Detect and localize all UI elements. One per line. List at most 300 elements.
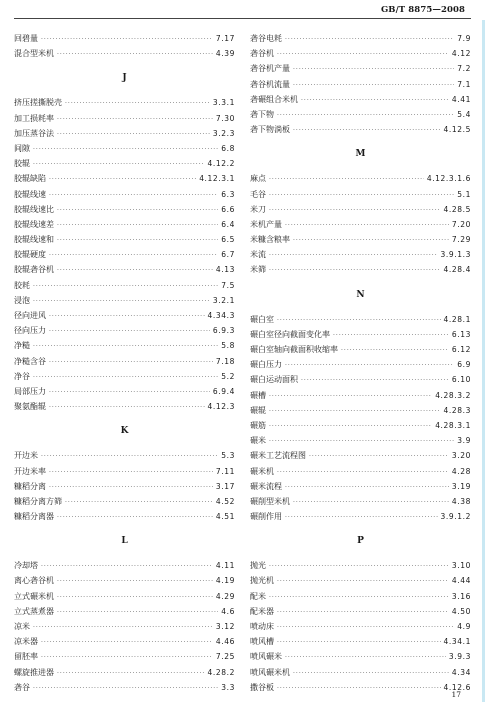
dot-leader (49, 479, 213, 494)
dot-leader (285, 649, 446, 664)
clause-reference: 4.12.6 (443, 682, 471, 692)
index-term: 碾削型米机 (250, 496, 290, 506)
index-entry (14, 509, 235, 524)
page-number: 17 (451, 690, 461, 699)
dot-leader (269, 558, 449, 573)
dot-leader (269, 388, 432, 403)
dot-leader (309, 448, 449, 463)
index-section (14, 530, 235, 695)
index-entry (250, 202, 471, 217)
clause-reference: 6.9 (457, 360, 471, 370)
index-term: 浸泡 (14, 295, 30, 305)
dot-leader (269, 171, 424, 186)
clause-reference: 4.28.2 (207, 667, 235, 677)
header-rule (14, 18, 471, 19)
index-entry (14, 46, 235, 61)
index-term: 米机产量 (250, 219, 282, 229)
index-entry (250, 327, 471, 342)
index-term: 砻下物淌板 (250, 125, 290, 135)
clause-reference: 4.41 (451, 94, 471, 104)
clause-reference: 7.20 (451, 219, 471, 229)
index-entry (14, 384, 235, 399)
index-entry (250, 217, 471, 232)
index-term: 凉米器 (14, 637, 38, 647)
clause-reference: 4.44 (451, 576, 471, 586)
index-entry (250, 494, 471, 509)
index-section (14, 67, 235, 414)
dot-leader (57, 604, 218, 619)
index-entry (250, 573, 471, 588)
clause-reference: 6.5 (221, 235, 235, 245)
index-term: 胶辊线速比 (14, 204, 54, 214)
dot-leader (49, 464, 213, 479)
index-entry (14, 247, 235, 262)
clause-reference: 3.20 (451, 451, 471, 461)
clause-reference: 3.2.3 (212, 128, 235, 138)
clause-reference: 3.2.1 (212, 295, 235, 305)
dot-leader (57, 202, 218, 217)
index-term: 麻点 (250, 174, 266, 184)
index-section (14, 420, 235, 524)
dot-leader (269, 418, 432, 433)
index-term: 回碧量 (14, 34, 38, 43)
index-entry (250, 92, 471, 107)
clause-reference: 6.9.3 (212, 326, 235, 336)
index-entry (14, 573, 235, 588)
clause-reference: 3.3 (221, 682, 235, 692)
index-term: 砻下物 (250, 109, 274, 119)
index-term: 局部压力 (14, 386, 46, 396)
index-entry (250, 433, 471, 448)
clause-reference: 4.12.3.1.6 (426, 174, 471, 184)
dot-leader (341, 342, 449, 357)
index-column-left (14, 31, 235, 695)
dot-leader (57, 509, 213, 524)
clause-reference: 3.19 (451, 481, 471, 491)
index-term: 加工损耗率 (14, 113, 54, 123)
dot-leader (41, 31, 213, 46)
index-column-right (250, 31, 471, 695)
index-entry (14, 202, 235, 217)
index-term: 配米器 (250, 606, 274, 616)
index-entry (250, 649, 471, 664)
clause-reference: 3.16 (451, 591, 471, 601)
clause-reference: 4.51 (215, 512, 235, 522)
section-letter: J (122, 73, 127, 84)
index-term: 碾筋 (250, 420, 266, 430)
index-entry (250, 418, 471, 433)
clause-reference: 4.19 (215, 576, 235, 586)
index-entry (250, 403, 471, 418)
index-term: 净谷 (14, 371, 30, 381)
dot-leader (269, 247, 438, 262)
dot-leader (33, 278, 218, 293)
dot-leader (49, 354, 213, 369)
index-entry (14, 278, 235, 293)
clause-reference: 4.52 (215, 496, 235, 506)
dot-leader (269, 403, 441, 418)
index-entry (250, 448, 471, 463)
dot-leader (301, 372, 449, 387)
index-entry (14, 156, 235, 171)
index-entry (250, 171, 471, 186)
index-term: 碾米工艺流程图 (250, 451, 306, 461)
clause-reference: 4.46 (215, 637, 235, 647)
dot-leader (293, 232, 449, 247)
index-term: 立式碾米机 (14, 591, 54, 601)
dot-leader (41, 649, 213, 664)
index-term: 米流 (250, 250, 266, 260)
dot-leader (277, 619, 454, 634)
index-term: 凉米 (14, 622, 30, 631)
index-entry (14, 649, 235, 664)
index-entry (14, 589, 235, 604)
clause-reference: 5.8 (221, 341, 235, 351)
index-entry (14, 338, 235, 353)
dot-leader (57, 111, 213, 126)
clause-reference: 4.12.5 (443, 125, 471, 135)
dot-leader (269, 433, 454, 448)
clause-reference: 4.28.3 (443, 405, 471, 415)
index-term: 撒谷板 (250, 682, 274, 692)
index-term: 加压蒸谷法 (14, 128, 54, 138)
index-entry (14, 95, 235, 110)
index-entry (14, 448, 235, 463)
index-term: 碾槽 (250, 390, 266, 400)
dot-leader (293, 122, 441, 137)
section-letter: N (356, 289, 365, 300)
clause-reference: 4.11 (215, 561, 235, 571)
dot-leader (65, 95, 210, 110)
index-entry (250, 619, 471, 634)
clause-reference: 7.29 (451, 235, 471, 245)
clause-reference: 3.9.3 (448, 652, 471, 662)
clause-reference: 5.1 (457, 189, 471, 199)
clause-reference: 5.3 (221, 451, 235, 461)
index-term: 喷动床 (250, 622, 274, 631)
dot-leader (33, 619, 213, 634)
index-entry (250, 558, 471, 573)
dot-leader (269, 262, 441, 277)
clause-reference: 6.12 (451, 345, 471, 354)
section-letter: K (120, 426, 129, 437)
clause-reference: 6.13 (451, 329, 471, 339)
dot-leader (41, 634, 213, 649)
index-entry (14, 464, 235, 479)
index-term: 配米 (250, 591, 266, 601)
index-term: 碾白运动面积 (250, 375, 298, 385)
dot-leader (57, 589, 213, 604)
dot-leader (33, 141, 218, 156)
index-entry (250, 634, 471, 649)
clause-reference: 4.13 (215, 265, 235, 275)
dot-leader (33, 156, 205, 171)
dot-leader (277, 573, 449, 588)
dot-leader (57, 232, 218, 247)
clause-reference: 4.28 (451, 466, 471, 476)
section-letter: L (121, 536, 128, 547)
index-term: 砻谷机 (250, 49, 274, 59)
index-entry (14, 369, 235, 384)
clause-reference: 7.25 (215, 652, 235, 662)
index-entry (250, 46, 471, 61)
index-entry (250, 372, 471, 387)
dot-leader (49, 399, 205, 414)
clause-reference: 3.3.1 (212, 98, 235, 108)
index-term: 碾白压力 (250, 360, 282, 370)
clause-reference: 4.12.3.1 (199, 174, 235, 184)
clause-reference: 3.9.1.2 (440, 512, 471, 522)
index-term: 砻碾组合米机 (250, 94, 298, 104)
section-letter: P (357, 536, 364, 547)
index-entry (14, 619, 235, 634)
index-entry (14, 399, 235, 414)
clause-reference: 7.9 (457, 34, 471, 43)
index-term: 砻谷机流量 (250, 79, 290, 89)
index-entry (14, 680, 235, 695)
index-term: 螺旋推进器 (14, 667, 54, 677)
index-term: 碾米 (250, 436, 266, 446)
index-section (250, 284, 471, 525)
index-entry (14, 308, 235, 323)
clause-reference: 6.10 (451, 375, 471, 385)
index-entry (14, 187, 235, 202)
index-entry (14, 141, 235, 156)
index-term: 碾白室径向截面变化率 (250, 329, 330, 339)
index-entry (14, 665, 235, 680)
clause-reference: 4.28.3.2 (435, 390, 471, 400)
dot-leader (49, 308, 205, 323)
index-term: 喷风碾米 (250, 652, 282, 662)
dot-leader (57, 665, 205, 680)
index-entry (250, 342, 471, 357)
index-entry (14, 293, 235, 308)
index-term: 胶辊线速 (14, 189, 46, 199)
dot-leader (49, 384, 210, 399)
index-term: 净糙 (14, 341, 30, 351)
index-term: 砻谷机产量 (250, 64, 290, 74)
dot-leader (285, 31, 454, 46)
clause-reference: 4.39 (215, 49, 235, 59)
clause-reference: 7.2 (457, 64, 471, 74)
index-entry (250, 312, 471, 327)
index-entry (250, 509, 471, 524)
index-entry (250, 107, 471, 122)
index-entry (14, 354, 235, 369)
index-entry (14, 111, 235, 126)
clause-reference: 7.5 (221, 280, 235, 290)
index-entry (250, 604, 471, 619)
index-term: 米刀 (250, 204, 266, 214)
clause-reference: 3.9.1.3 (440, 250, 471, 260)
index-term: 胶辊砻谷机 (14, 265, 54, 275)
index-term: 胶辊线速和 (14, 235, 54, 245)
dot-leader (57, 46, 213, 61)
index-entry (14, 217, 235, 232)
index-term: 离心砻谷机 (14, 576, 54, 586)
clause-reference: 4.12 (451, 49, 471, 59)
clause-reference: 5.4 (457, 109, 471, 119)
clause-reference: 4.34 (451, 667, 471, 677)
index-term: 胶耗 (14, 280, 30, 290)
dot-leader (49, 187, 218, 202)
standard-number: GB/T 8875—2008 (380, 5, 465, 15)
index-term: 立式蒸煮器 (14, 606, 54, 616)
dot-leader (269, 187, 454, 202)
index-entry (250, 680, 471, 695)
dot-leader (57, 262, 213, 277)
clause-reference: 6.3 (221, 189, 235, 199)
dot-leader (277, 107, 454, 122)
clause-reference: 4.38 (451, 496, 471, 506)
index-term: 开边米 (14, 451, 38, 461)
dot-leader (301, 92, 449, 107)
clause-reference: 7.11 (215, 466, 235, 476)
index-entry (250, 31, 471, 46)
dot-leader (57, 126, 210, 141)
dot-leader (269, 202, 441, 217)
index-section (250, 143, 471, 277)
clause-reference: 7.30 (215, 113, 235, 123)
index-entry (14, 634, 235, 649)
index-section (250, 530, 471, 695)
index-term: 碾米流程 (250, 481, 282, 491)
dot-leader (41, 558, 213, 573)
dot-leader (333, 327, 449, 342)
clause-reference: 4.34.1 (443, 637, 471, 647)
clause-reference: 3.12 (215, 622, 235, 631)
clause-reference: 4.28.1 (443, 314, 471, 324)
dot-leader (33, 338, 218, 353)
clause-reference: 4.28.4 (443, 265, 471, 275)
clause-reference: 4.12.2 (207, 159, 235, 169)
index-term: 米筛 (250, 265, 266, 275)
index-entry (14, 31, 235, 46)
clause-reference: 7.1 (457, 79, 471, 89)
clause-reference: 6.4 (221, 219, 235, 229)
index-term: 混合型米机 (14, 49, 54, 59)
index-term: 米糠含粮率 (250, 235, 290, 245)
index-term: 聚氨酯辊 (14, 402, 46, 412)
index-entry (250, 665, 471, 680)
index-term: 砻谷电耗 (250, 34, 282, 43)
dot-leader (285, 509, 438, 524)
index-section (250, 31, 471, 137)
index-term: 径向压力 (14, 326, 46, 336)
index-entry (250, 479, 471, 494)
section-letter: M (355, 149, 366, 160)
clause-reference: 4.50 (451, 606, 471, 616)
index-entry (250, 262, 471, 277)
dot-leader (277, 604, 449, 619)
dot-leader (33, 369, 218, 384)
clause-reference: 4.34.3 (207, 311, 235, 320)
index-entry (14, 494, 235, 509)
index-term: 抛光 (250, 561, 266, 571)
clause-reference: 4.28.3.1 (435, 420, 471, 430)
dot-leader (293, 61, 454, 76)
dot-leader (285, 217, 449, 232)
clause-reference: 6.8 (221, 143, 235, 153)
index-term: 挤压搓撕脱壳 (14, 98, 62, 108)
index-entry (14, 323, 235, 338)
index-entry (250, 232, 471, 247)
index-entry (14, 604, 235, 619)
clause-reference: 4.9 (457, 622, 471, 631)
index-entry (250, 122, 471, 137)
index-entry (14, 479, 235, 494)
clause-reference: 7.18 (215, 356, 235, 366)
dot-leader (277, 46, 449, 61)
index-term: 留胚率 (14, 652, 38, 662)
clause-reference: 6.9.4 (212, 386, 235, 396)
dot-leader (277, 680, 441, 695)
index-entry (14, 262, 235, 277)
index-entry (250, 357, 471, 372)
index-entry (250, 247, 471, 262)
index-entry (14, 126, 235, 141)
index-entry (14, 232, 235, 247)
dot-leader (49, 247, 218, 262)
dot-leader (49, 323, 210, 338)
index-term: 喷风槽 (250, 637, 274, 647)
index-term: 胶辊硬度 (14, 250, 46, 260)
index-term: 碾米机 (250, 466, 274, 476)
index-term: 间隙 (14, 143, 30, 153)
index-term: 碾白室 (250, 314, 274, 324)
index-term: 毛谷 (250, 189, 266, 199)
index-term: 胶辊 (14, 159, 30, 169)
clause-reference: 4.28.5 (443, 204, 471, 214)
index-term: 冷却塔 (14, 561, 38, 571)
dot-leader (293, 77, 454, 92)
dot-leader (293, 494, 449, 509)
dot-leader (65, 494, 213, 509)
clause-reference: 3.17 (215, 481, 235, 491)
dot-leader (57, 573, 213, 588)
dot-leader (277, 634, 441, 649)
clause-reference: 3.10 (451, 561, 471, 571)
index-entry (250, 464, 471, 479)
index-term: 胶辊缺陷 (14, 174, 46, 184)
dot-leader (293, 665, 449, 680)
index-term: 糠稻分离方筛 (14, 496, 62, 506)
index-term: 喷风碾米机 (250, 667, 290, 677)
index-entry (250, 589, 471, 604)
index-term: 胶辊线速差 (14, 219, 54, 229)
index-entry (250, 61, 471, 76)
dot-leader (285, 479, 449, 494)
clause-reference: 4.12.3 (207, 402, 235, 412)
index-entry (250, 187, 471, 202)
dot-leader (269, 589, 449, 604)
index-term: 碾削作用 (250, 512, 282, 522)
dot-leader (285, 357, 454, 372)
index-term: 净糙含谷 (14, 356, 46, 366)
clause-reference: 7.17 (215, 34, 235, 43)
dot-leader (277, 312, 441, 327)
clause-reference: 6.7 (221, 250, 235, 260)
index-section (14, 31, 235, 61)
dot-leader (57, 217, 218, 232)
dot-leader (49, 171, 196, 186)
index-entry (14, 558, 235, 573)
index-entry (14, 171, 235, 186)
clause-reference: 4.6 (221, 606, 235, 616)
index-term: 开边米率 (14, 466, 46, 476)
dot-leader (33, 293, 210, 308)
index-entry (250, 388, 471, 403)
